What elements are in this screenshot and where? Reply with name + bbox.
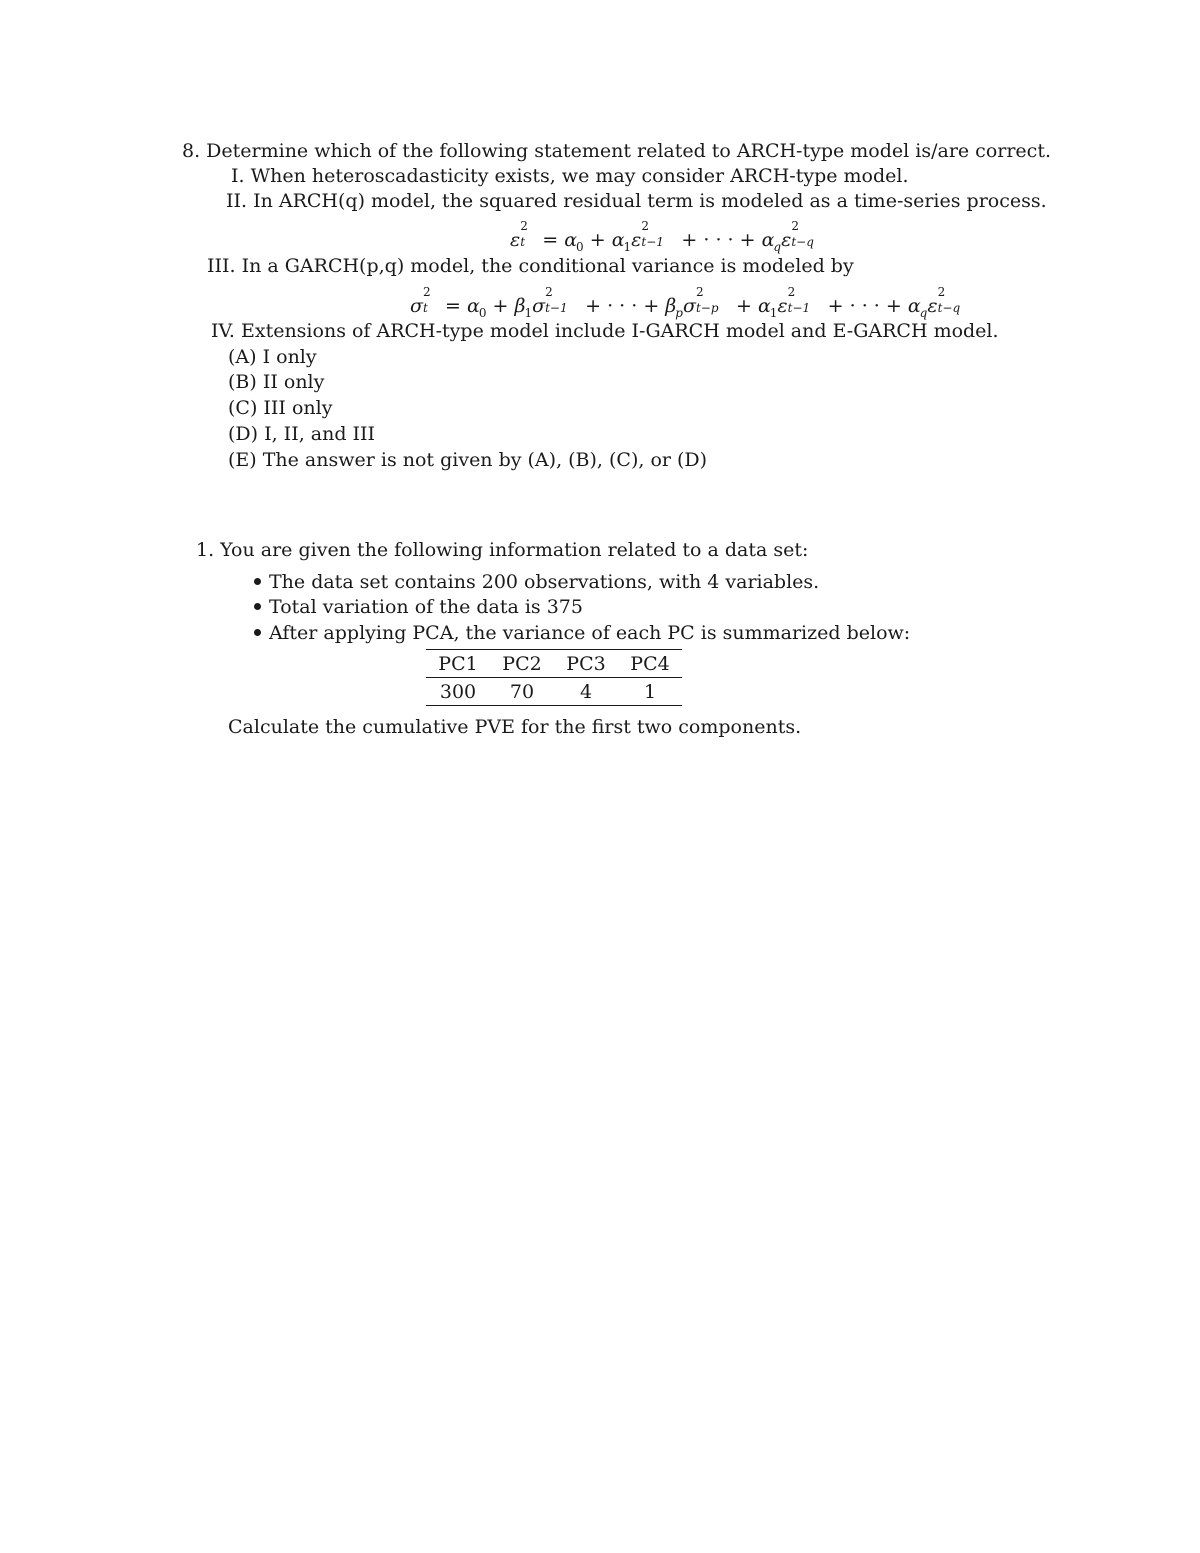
q8-option-d: (D) I, II, and III bbox=[228, 423, 376, 445]
pca-header-cell: PC4 bbox=[630, 653, 670, 675]
pca-value-cell: 4 bbox=[579, 681, 593, 703]
q1-bullet-3-text: After applying PCA, the variance of each PC is summarized below: bbox=[269, 622, 911, 644]
q8-statement-1: I. When heteroscadasticity exists, we may consider ARCH-type model. bbox=[231, 165, 909, 187]
pca-variance-table bbox=[426, 649, 682, 706]
pca-header-cell: PC2 bbox=[502, 653, 542, 675]
q8-option-e: (E) The answer is not given by (A), (B), (C), or (D) bbox=[228, 449, 708, 471]
q1-question: Calculate the cumulative PVE for the first two components. bbox=[228, 716, 802, 738]
q8-option-b: (B) II only bbox=[228, 371, 325, 393]
pca-value-cell: 1 bbox=[643, 681, 657, 703]
pca-header-cell: PC1 bbox=[438, 653, 478, 675]
pca-table-row bbox=[426, 678, 682, 706]
garch-equation: σ 2 t = $\alpha_0 + \beta_1\sigma$ 2 t−1 + · · · + $\beta_p\sigma$ 2 t−p + $\alpha_1\varepsilon$ 2 t−1 + · · · + $\alpha_q\varepsilon$ 2 t−q bbox=[410, 285, 961, 320]
q1-bullet-1-text: The data set contains 200 observations, with 4 variables. bbox=[269, 571, 820, 593]
arch-equation: ε 2 t = $\alpha_0 + \alpha_1\varepsilon$ 2 t−1 + · · · + $\alpha_q\varepsilon$ 2 t−q bbox=[510, 219, 814, 254]
pca-value-cell: 300 bbox=[439, 681, 477, 703]
pca-value-cell: 70 bbox=[509, 681, 535, 703]
q1-stem: 1. You are given the following information related to a data set: bbox=[196, 539, 809, 561]
q8-statement-3: III. In a GARCH(p,q) model, the conditional variance is modeled by bbox=[207, 255, 854, 277]
q8-statement-2: II. In ARCH(q) model, the squared residual term is modeled as a time-series process. bbox=[226, 190, 1047, 212]
bullet-icon bbox=[254, 578, 261, 585]
q8-option-a: (A) I only bbox=[228, 346, 317, 368]
q1-bullet-1 bbox=[254, 570, 819, 594]
pca-header-cell: PC3 bbox=[566, 653, 606, 675]
pca-table-header-row bbox=[426, 650, 682, 678]
q8-option-c: (C) III only bbox=[228, 397, 333, 419]
bullet-icon bbox=[254, 603, 261, 610]
q8-stem: 8. Determine which of the following statement related to ARCH-type model is/are correct. bbox=[182, 140, 1051, 162]
bullet-icon bbox=[254, 629, 261, 636]
q1-bullet-2-text: Total variation of the data is 375 bbox=[269, 596, 583, 618]
q1-bullet-3 bbox=[254, 621, 910, 645]
q1-bullet-2 bbox=[254, 595, 583, 619]
q8-statement-4: IV. Extensions of ARCH-type model include I-GARCH model and E-GARCH model. bbox=[211, 320, 999, 342]
